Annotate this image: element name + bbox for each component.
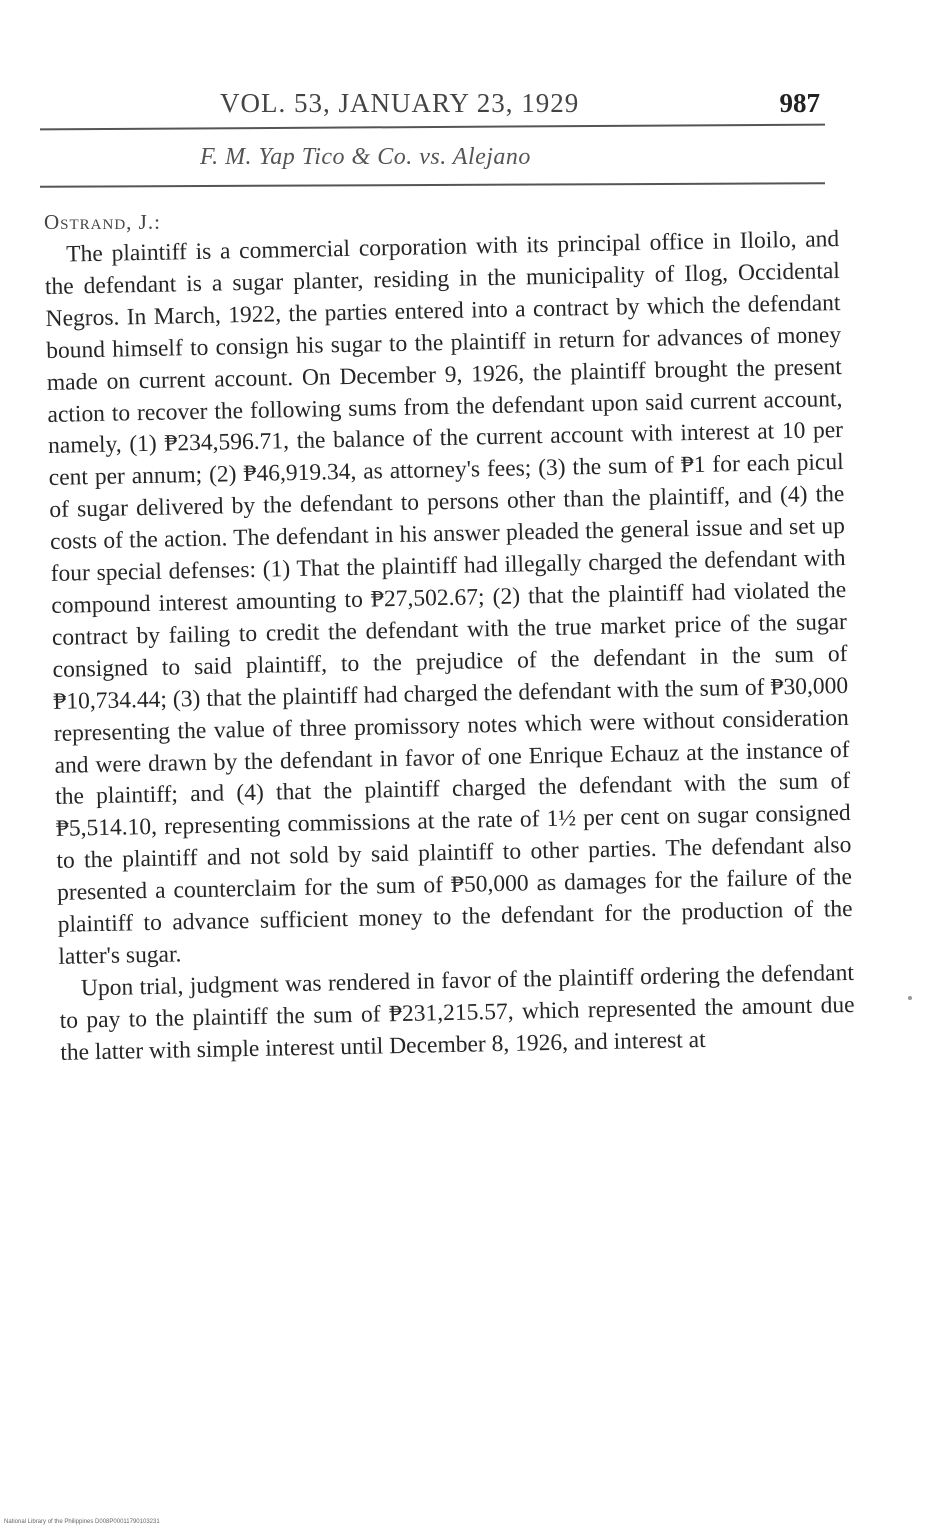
scan-footer: National Library of the Philippines D008P00011790103231 [4,1519,160,1525]
scan-speck [908,996,912,1000]
case-title: F. M. Yap Tico & Co. vs. Alejano [200,144,531,170]
volume-date-heading: VOL. 53, JANUARY 23, 1929 [220,88,580,118]
author-name: Ostrand, J.: [44,210,161,234]
paragraph: The plaintiff is a commercial corporation with its principal office in Iloilo, and the defendant is a sugar planter, residing in the municipality of Ilog, Occidental Negros. In March, 1922, the parties entered into a contract by which the defendant bound himself to consign his sugar to the plaintiff in return for advances of money made on current account. On December 9, 1926, the plaintiff brought the present action to recover the following sums from the defendant upon said current account, namely, (1) ₱234,596.71, the balance of the current account with interest at 10 per cent per annum; (2) ₱46,919.34, as attorney's fees; (3) the sum of ₱1 for each picul of sugar delivered by the defendant to persons other than the plaintiff, and (4) the costs of the action. The defendant in his answer pleaded the general issue and set up four special defenses: (1) That the plaintiff had illegally charged the defendant with compound interest amounting to ₱27,502.67; (2) that the plaintiff had violated the contract by failing to credit the defendant with the true market price of the sugar consigned to said plaintiff, to the prejudice of the defendant in the sum of ₱10,734.44; (3) that the plaintiff had charged the defendant with the sum of ₱30,000 representing the value of three promissory notes which were without consideration and were drawn by the defendant in favor of one Enrique Echauz at the instance of the plaintiff; and (4) that the plaintiff charged the defendant with the sum of ₱5,514.10, representing commissions at the rate of 1½ per cent on sugar consigned to the plaintiff and not sold by said plaintiff to other parties. The defendant also presented a counterclaim for the sum of ₱50,000 as damages for the failure of the plaintiff to advance sufficient money to the defendant for the production of the latter's sugar. [44,226,853,970]
page-number: 987 [779,88,820,118]
header-rule-bottom [40,182,825,187]
author-line [44,210,161,235]
page-header [40,82,830,126]
paragraph: Upon trial, judgment was rendered in favor of the plaintiff ordering the defendant to pay to the plaintiff the sum of ₱231,215.57, which represented the amount due the latter with simple interest until December 8, 1926, and interest at [59,959,855,1066]
body-text [44,224,855,1069]
